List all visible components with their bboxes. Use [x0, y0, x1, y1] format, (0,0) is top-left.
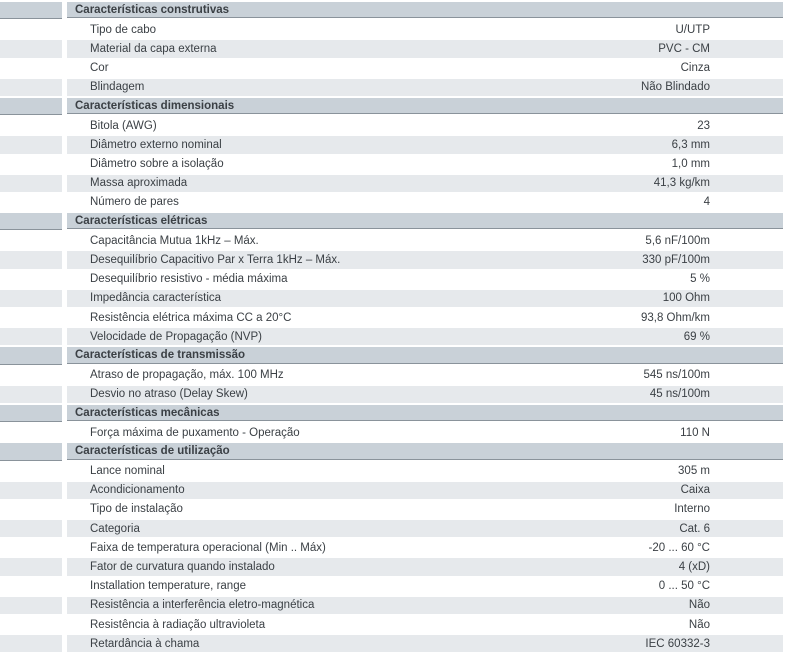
section-title: Características elétricas [75, 214, 208, 227]
section-title: Características mecânicas [75, 406, 220, 419]
spec-label: Tipo de cabo [90, 23, 157, 36]
spec-value: 4 (xD) [678, 561, 710, 574]
spec-label: Massa aproximada [90, 177, 188, 190]
row-left-gutter [0, 328, 62, 345]
spec-row-cell [67, 386, 783, 403]
spec-label: Capacitância Mutua 1kHz – Máx. [90, 234, 259, 247]
spec-label: Desequilíbrio resistivo - média máxima [90, 273, 288, 286]
spec-row-cell [67, 463, 783, 480]
spec-value: 69 % [683, 330, 710, 343]
spec-row-cell [67, 578, 783, 595]
row-left-gutter [0, 2, 62, 19]
row-left-gutter [0, 117, 62, 134]
spec-value: 6,3 mm [671, 138, 710, 151]
spec-row-cell [67, 597, 783, 614]
spec-row-cell [67, 328, 783, 345]
spec-row [0, 60, 785, 77]
row-left-gutter [0, 40, 62, 57]
spec-value: 330 pF/100m [642, 254, 710, 267]
spec-row-cell [67, 539, 783, 556]
row-left-gutter [0, 21, 62, 38]
spec-row-cell [67, 156, 783, 173]
spec-row-cell [67, 117, 783, 134]
spec-row-cell [67, 367, 783, 384]
spec-label: Blindagem [90, 81, 145, 94]
section-header-cell [67, 405, 783, 421]
section-header-row [0, 405, 785, 422]
spec-label: Desequilíbrio Capacitivo Par x Terra 1kHz – Máx. [90, 254, 341, 267]
spec-value: Não [688, 618, 710, 631]
section-header-row [0, 347, 785, 364]
spec-row-cell [67, 635, 783, 652]
row-left-gutter [0, 232, 62, 249]
spec-row [0, 386, 785, 403]
spec-label: Material da capa externa [90, 42, 217, 55]
spec-row-cell [67, 194, 783, 211]
spec-row-cell [67, 232, 783, 249]
row-left-gutter [0, 194, 62, 211]
row-left-gutter [0, 443, 62, 460]
spec-row [0, 156, 785, 173]
spec-row-cell [67, 175, 783, 192]
spec-label: Resistência à radiação ultravioleta [90, 618, 266, 631]
row-left-gutter [0, 405, 62, 422]
section-header-row [0, 98, 785, 115]
spec-row-cell [67, 558, 783, 575]
spec-value: -20 ... 60 °C [648, 541, 710, 554]
row-left-gutter [0, 635, 62, 652]
spec-label: Retardância à chama [90, 637, 200, 650]
spec-row [0, 482, 785, 499]
spec-row [0, 328, 785, 345]
row-left-gutter [0, 482, 62, 499]
spec-label: Installation temperature, range [90, 580, 246, 593]
row-left-gutter [0, 616, 62, 633]
spec-value: Cat. 6 [679, 522, 710, 535]
spec-value: IEC 60332-3 [645, 637, 710, 650]
section-header-row [0, 2, 785, 19]
spec-label: Categoria [90, 522, 140, 535]
spec-value: Não Blindado [640, 81, 710, 94]
spec-table [0, 2, 785, 652]
row-left-gutter [0, 60, 62, 77]
section-header-cell [67, 98, 783, 114]
row-left-gutter [0, 98, 62, 115]
spec-value: 4 [703, 196, 710, 209]
row-left-gutter [0, 520, 62, 537]
spec-value: 23 [697, 119, 710, 132]
spec-value: Não [688, 599, 710, 612]
spec-row [0, 290, 785, 307]
spec-label: Resistência elétrica máxima CC a 20°C [90, 311, 292, 324]
spec-value: 45 ns/100m [649, 388, 710, 401]
spec-value: Cinza [680, 62, 710, 75]
spec-row-cell [67, 271, 783, 288]
spec-row [0, 175, 785, 192]
row-left-gutter [0, 597, 62, 614]
spec-value: 100 Ohm [662, 292, 710, 305]
section-header-cell [67, 443, 783, 459]
row-left-gutter [0, 79, 62, 96]
spec-row [0, 578, 785, 595]
row-left-gutter [0, 424, 62, 441]
spec-label: Diâmetro sobre a isolação [90, 158, 224, 171]
row-left-gutter [0, 386, 62, 403]
row-left-gutter [0, 558, 62, 575]
spec-row [0, 635, 785, 652]
spec-value: 545 ns/100m [643, 369, 710, 382]
spec-row [0, 520, 785, 537]
spec-label: Velocidade de Propagação (NVP) [90, 330, 262, 343]
section-title: Características dimensionais [75, 99, 235, 112]
spec-row [0, 194, 785, 211]
row-left-gutter [0, 578, 62, 595]
spec-label: Força máxima de puxamento - Operação [90, 426, 300, 439]
spec-row-cell [67, 290, 783, 307]
spec-value: 0 ... 50 °C [658, 580, 710, 593]
spec-row [0, 424, 785, 441]
row-left-gutter [0, 213, 62, 230]
row-left-gutter [0, 136, 62, 153]
row-left-gutter [0, 309, 62, 326]
spec-value: Interno [674, 503, 710, 516]
spec-value: 110 N [680, 426, 710, 439]
spec-row [0, 558, 785, 575]
spec-row-cell [67, 136, 783, 153]
spec-row [0, 501, 785, 518]
spec-row [0, 136, 785, 153]
row-left-gutter [0, 501, 62, 518]
row-left-gutter [0, 463, 62, 480]
spec-value: 41,3 kg/km [653, 177, 710, 190]
spec-value: 5,6 nF/100m [645, 234, 710, 247]
spec-value: 5 % [690, 273, 710, 286]
spec-label: Bitola (AWG) [90, 119, 157, 132]
spec-value: PVC - CM [658, 42, 710, 55]
section-title: Características de transmissão [75, 348, 246, 361]
row-left-gutter [0, 175, 62, 192]
spec-row-cell [67, 60, 783, 77]
section-header-row [0, 443, 785, 460]
spec-row [0, 117, 785, 134]
row-left-gutter [0, 367, 62, 384]
spec-row [0, 463, 785, 480]
spec-label: Impedância característica [90, 292, 222, 305]
spec-row [0, 597, 785, 614]
spec-value: 93,8 Ohm/km [640, 311, 710, 324]
spec-label: Acondicionamento [90, 484, 185, 497]
spec-row [0, 21, 785, 38]
spec-row-cell [67, 424, 783, 441]
spec-value: 305 m [678, 465, 710, 478]
section-header-cell [67, 213, 783, 229]
section-header-row [0, 213, 785, 230]
spec-row [0, 309, 785, 326]
spec-label: Diâmetro externo nominal [90, 138, 222, 151]
spec-row [0, 367, 785, 384]
spec-row [0, 271, 785, 288]
spec-row-cell [67, 40, 783, 57]
spec-label: Lance nominal [90, 465, 165, 478]
spec-row [0, 616, 785, 633]
spec-label: Resistência a interferência eletro-magnética [90, 599, 315, 612]
spec-value: Caixa [680, 484, 710, 497]
spec-label: Número de pares [90, 196, 179, 209]
spec-label: Desvio no atraso (Delay Skew) [90, 388, 248, 401]
row-left-gutter [0, 271, 62, 288]
spec-label: Faixa de temperatura operacional (Min .. Máx) [90, 541, 326, 554]
spec-row-cell [67, 251, 783, 268]
spec-row-cell [67, 616, 783, 633]
spec-row [0, 79, 785, 96]
spec-row-cell [67, 520, 783, 537]
spec-row-cell [67, 501, 783, 518]
spec-label: Fator de curvatura quando instalado [90, 561, 275, 574]
spec-label: Tipo de instalação [90, 503, 183, 516]
spec-row-cell [67, 79, 783, 96]
spec-row [0, 251, 785, 268]
spec-row-cell [67, 482, 783, 499]
spec-row [0, 539, 785, 556]
spec-value: 1,0 mm [671, 158, 710, 171]
section-title: Características de utilização [75, 444, 230, 457]
row-left-gutter [0, 290, 62, 307]
spec-row [0, 232, 785, 249]
section-title: Características construtivas [75, 3, 230, 16]
spec-value: U/UTP [675, 23, 710, 36]
spec-row-cell [67, 309, 783, 326]
spec-label: Cor [90, 62, 109, 75]
row-left-gutter [0, 539, 62, 556]
spec-row-cell [67, 21, 783, 38]
row-left-gutter [0, 251, 62, 268]
section-header-cell [67, 2, 783, 18]
section-header-cell [67, 347, 783, 363]
row-left-gutter [0, 156, 62, 173]
spec-row [0, 40, 785, 57]
spec-label: Atraso de propagação, máx. 100 MHz [90, 369, 284, 382]
row-left-gutter [0, 347, 62, 364]
